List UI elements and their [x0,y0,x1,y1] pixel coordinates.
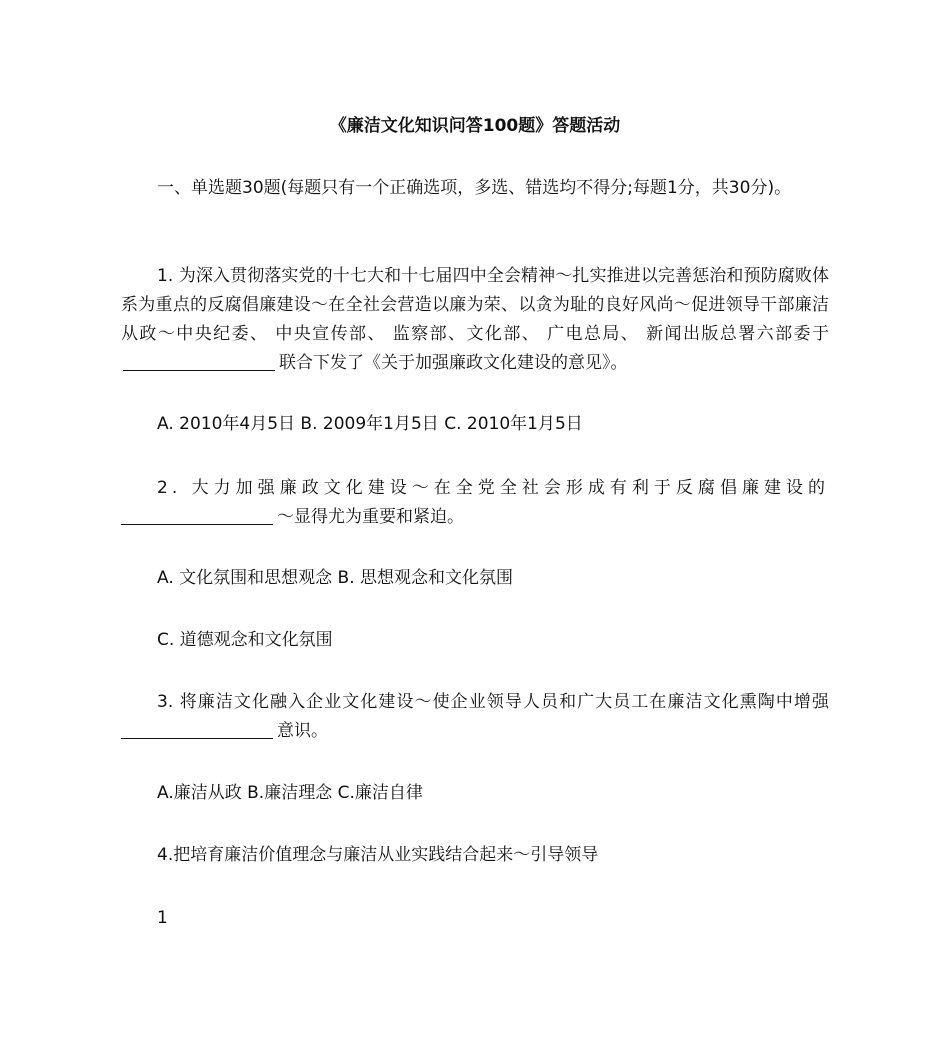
question-2-options-line-1: A. 文化氛围和思想观念 B. 思想观念和文化氛围 [157,568,514,588]
question-2-options-line-2: C. 道德观念和文化氛围 [157,630,333,650]
question-3 [121,688,829,746]
question-2-text-after: ～显得尤为重要和紧迫。 [277,507,464,527]
question-3-text: 3. 将廉洁文化融入企业文化建设～使企业领导人员和广大员工在廉洁文化熏陶中增强 [157,692,829,712]
question-4: 4.把培育廉洁价值理念与廉洁从业实践结合起来～引导领导 [157,845,599,865]
question-1 [121,262,829,378]
question-1-text: 1. 为深入贯彻落实党的十七大和十七届四中全会精神～扎实推进以完善惩治和预防腐败体系为重点的反腐倡廉建设～在全社会营造以廉为荣、以贪为耻的良好风尚～促进领导干部廉洁从政～中央纪委、 中央宣传部、 监察部、文化部、 广电总局、 新闻出版总署六部委于 [121,266,829,344]
question-2 [121,474,829,532]
question-3-options: A.廉洁从政 B.廉洁理念 C.廉洁自律 [157,783,423,803]
document-title: 《廉洁文化知识问答100题》答题活动 [329,116,621,136]
page-number: 1 [157,908,168,928]
question-2-text: 2. 大力加强廉政文化建设～在全党全社会形成有利于反腐倡廉建设的 [157,478,829,498]
section-heading: 一、单选题30题(每题只有一个正确选项，多选、错选均不得分;每题1分，共30分)。 [157,178,792,198]
answer-blank [121,721,273,739]
question-3-text-after: 意识。 [277,721,328,741]
answer-blank [121,507,273,525]
question-1-text-after: 联合下发了《关于加强廉政文化建设的意见》。 [279,353,628,373]
answer-blank [123,353,275,371]
question-1-options: A. 2010年4月5日 B. 2009年1月5日 C. 2010年1月5日 [157,414,583,434]
